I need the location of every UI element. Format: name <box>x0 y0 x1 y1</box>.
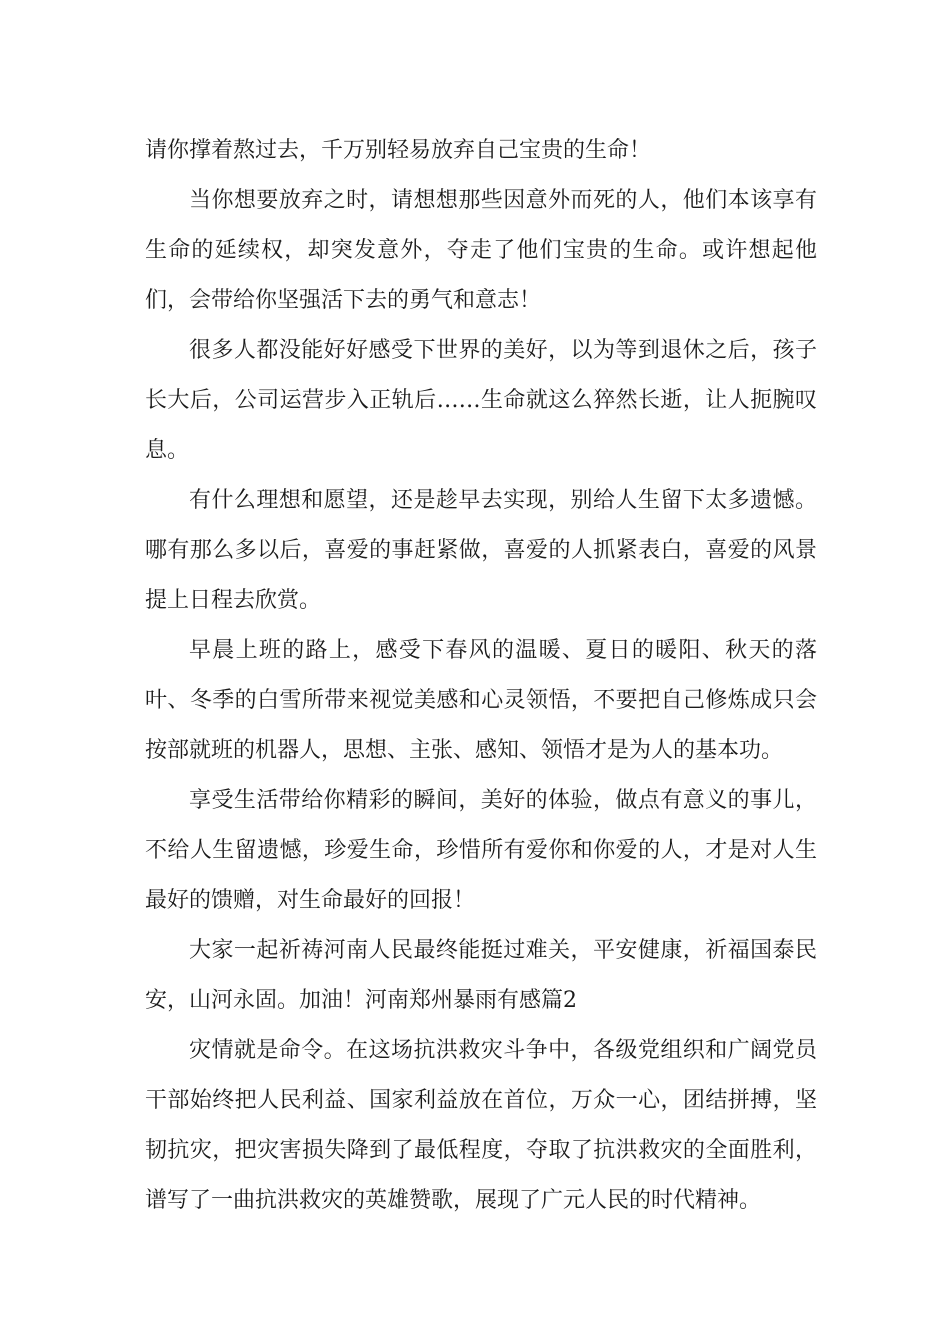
paragraph-8: 灾情就是命令。在这场抗洪救灾斗争中，各级党组织和广阔党员干部始终把人民利益、国家利益放在首位，万众一心，团结拼搏，坚韧抗灾，把灾害损失降到了最低程度，夺取了抗洪救灾的全面胜利，谱写了一曲抗洪救灾的英雄赞歌，展现了广元人民的时代精神。 <box>145 1038 817 1213</box>
paragraph-3: 很多人都没能好好感受下世界的美好，以为等到退休之后，孩子长大后，公司运营步入正轨后……生命就这么猝然长逝，让人扼腕叹息。 <box>145 338 817 463</box>
paragraph-1: 请你撑着熬过去，千万别轻易放弃自己宝贵的生命！ <box>145 138 652 163</box>
paragraph-6: 享受生活带给你精彩的瞬间，美好的体验，做点有意义的事儿，不给人生留遗憾，珍爱生命，珍惜所有爱你和你爱的人，才是对人生最好的馈赠，对生命最好的回报！ <box>145 788 817 913</box>
document-body <box>145 126 817 1226</box>
paragraph-7: 大家一起祈祷河南人民最终能挺过难关，平安健康，祈福国泰民安，山河永固。加油！河南郑州暴雨有感篇2 <box>145 938 817 1013</box>
paragraph-5: 早晨上班的路上，感受下春风的温暖、夏日的暖阳、秋天的落叶、冬季的白雪所带来视觉美感和心灵领悟，不要把自己修炼成只会按部就班的机器人，思想、主张、感知、领悟才是为人的基本功。 <box>145 638 817 763</box>
paragraph-4: 有什么理想和愿望，还是趁早去实现，别给人生留下太多遗憾。哪有那么多以后，喜爱的事赶紧做，喜爱的人抓紧表白，喜爱的风景提上日程去欣赏。 <box>145 488 817 613</box>
paragraph-2: 当你想要放弃之时，请想想那些因意外而死的人，他们本该享有生命的延续权，却突发意外，夺走了他们宝贵的生命。或许想起他们，会带给你坚强活下去的勇气和意志！ <box>145 188 817 313</box>
